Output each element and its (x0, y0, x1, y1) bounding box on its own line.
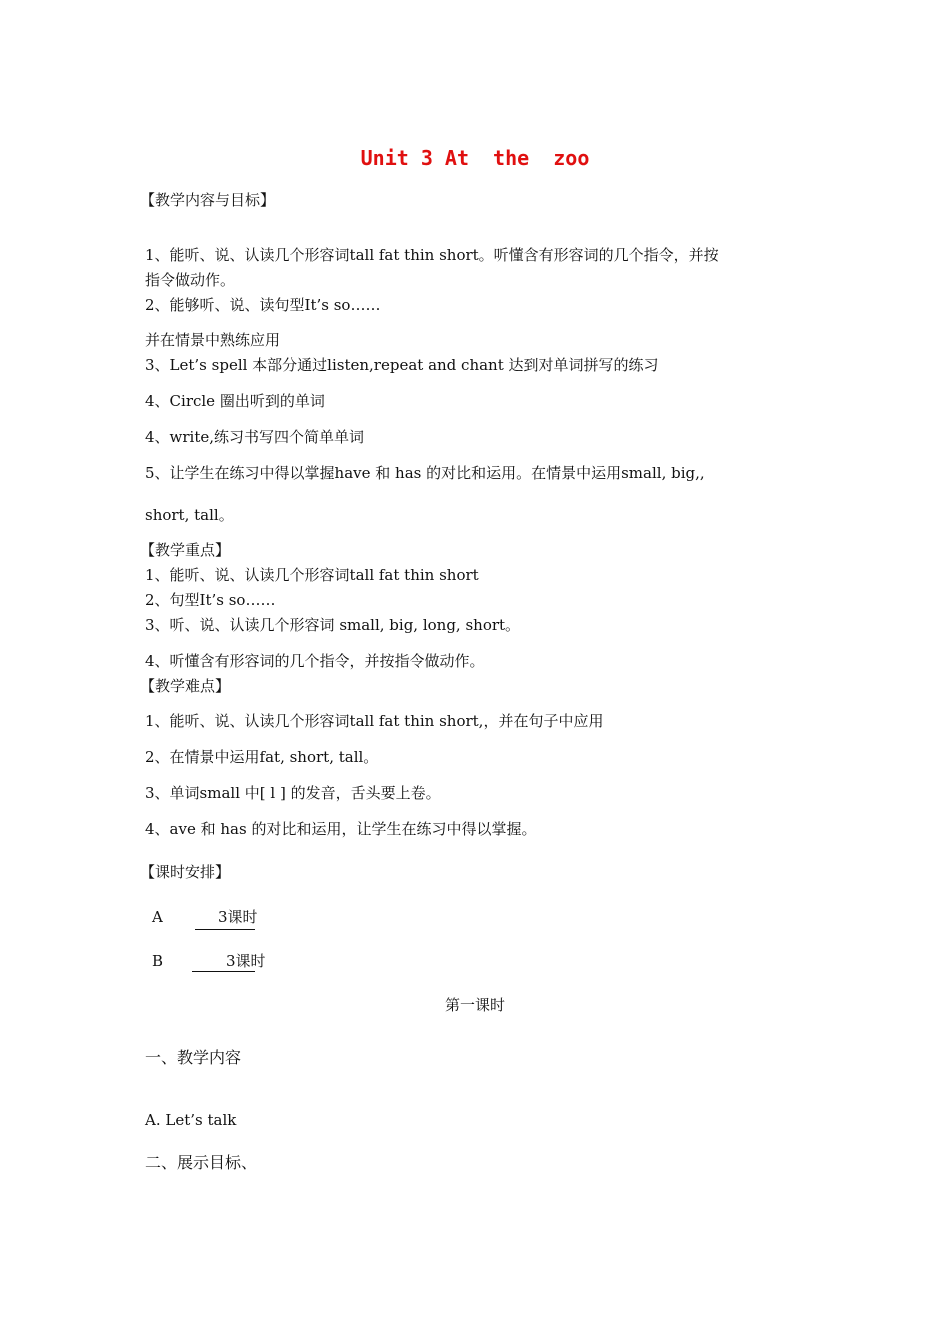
goal-line: short, tall。 (145, 506, 234, 524)
lesson-item: 一、教学内容 (145, 1048, 242, 1067)
goal-line: 5、让学生在练习中得以掌握have 和 has 的对比和运用。在情景中运用small, big,, (145, 464, 705, 482)
difficulty-line: 2、在情景中运用fat, short, tall。 (145, 748, 379, 766)
key-point-line: 1、能听、说、认读几个形容词tall fat thin short (145, 566, 479, 584)
section-heading-key-points: 【教学重点】 (140, 541, 231, 559)
key-point-line: 3、听、说、认读几个形容词 small, big, long, short。 (145, 616, 521, 634)
difficulty-line: 1、能听、说、认读几个形容词tall fat thin short,，并在句子中应用 (145, 712, 604, 730)
goal-line: 1、能听、说、认读几个形容词tall fat thin short。听懂含有形容词的几个指令，并按 (145, 246, 719, 264)
goal-line: 2、能够听、说、读句型It’s so…… (145, 296, 381, 314)
schedule-row-value: 3课时 (218, 908, 258, 926)
goal-line: 3、Let’s spell 本部分通过listen,repeat and chant 达到对单词拼写的练习 (145, 356, 659, 374)
section-heading-difficulties: 【教学难点】 (140, 677, 231, 695)
schedule-row-letter: A (152, 908, 163, 926)
schedule-row-value: 3课时 (226, 952, 266, 970)
schedule-underline (195, 929, 255, 930)
section-heading-schedule: 【课时安排】 (140, 863, 231, 881)
document-title: Unit 3 At the zoo (360, 146, 590, 170)
schedule-row-letter: B (152, 952, 164, 970)
goal-line: 4、write,练习书写四个简单单词 (145, 428, 365, 446)
lesson-title: 第一课时 (444, 996, 505, 1014)
goal-line: 并在情景中熟练应用 (145, 331, 281, 349)
schedule-underline (192, 971, 255, 972)
key-point-line: 4、听懂含有形容词的几个指令，并按指令做动作。 (145, 652, 485, 670)
section-heading-content-goals: 【教学内容与目标】 (140, 191, 276, 209)
difficulty-line: 4、ave 和 has 的对比和运用，让学生在练习中得以掌握。 (145, 820, 537, 838)
goal-line: 4、Circle 圈出听到的单词 (145, 392, 325, 410)
lesson-item: A. Let’s talk (145, 1111, 237, 1129)
goal-line: 指令做动作。 (145, 271, 236, 289)
key-point-line: 2、句型It’s so…… (145, 591, 276, 609)
difficulty-line: 3、单词small 中[ l ] 的发音，舌头要上卷。 (145, 784, 441, 802)
lesson-item: 二、展示目标、 (145, 1153, 258, 1172)
